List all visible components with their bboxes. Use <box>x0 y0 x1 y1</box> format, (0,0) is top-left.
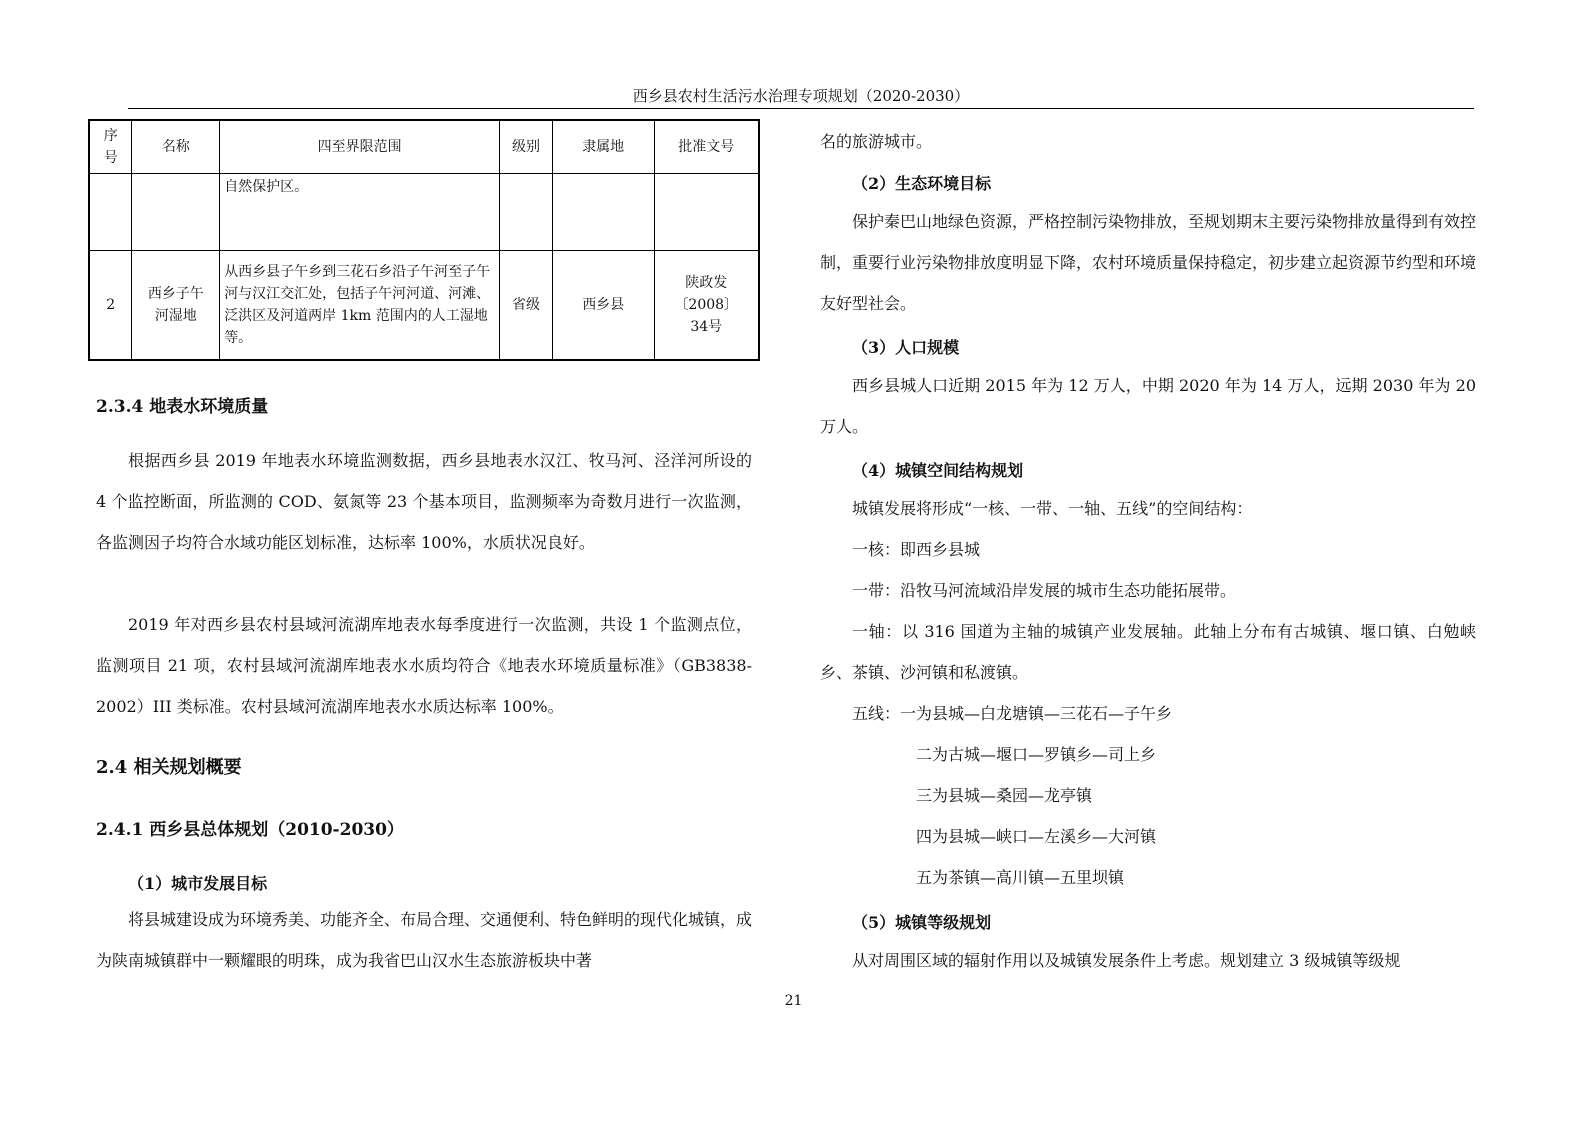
cell-range: 自然保护区。 <box>220 174 500 251</box>
cell-name: 西乡子午河湿地 <box>132 251 220 361</box>
cell-name <box>132 174 220 251</box>
header-divider <box>128 108 1474 109</box>
spatial-core: 一核：即西乡县城 <box>852 540 981 559</box>
cell-level: 省级 <box>500 251 553 361</box>
page-number: 21 <box>784 993 803 1009</box>
paragraph-town-grade: 从对周围区域的辐射作用以及城镇发展条件上考虑。规划建立 3 级城镇等级规 <box>852 951 1401 970</box>
paragraph-continuation: 名的旅游城市。 <box>820 132 933 151</box>
col-header-approval: 批准文号 <box>654 120 759 174</box>
subheading-city-goal: （1）城市发展目标 <box>128 874 268 893</box>
col-header-belong: 隶属地 <box>552 120 654 174</box>
paragraph-rural-water: 2019 年对西乡县农村县域河流湖库地表水每季度进行一次监测，共设 1 个监测点位，监测项目 21 项，农村县域河流湖库地表水水质均符合《地表水环境质量标准》（GB3838-2002）III 类标准。农村县域河流湖库地表水水质达标率 100%。 <box>96 615 752 716</box>
cell-no <box>89 174 132 251</box>
spatial-line-5: 五为茶镇—高川镇—五里坝镇 <box>916 868 1125 887</box>
spatial-line-1: 五线：一为县城—白龙塘镇—三花石—子午乡 <box>852 704 1173 723</box>
paragraph-city-goal: 将县城建设成为环境秀美、功能齐全、布局合理、交通便利、特色鲜明的现代化城镇，成为陕南城镇群中一颗耀眼的明珠，成为我省巴山汉水生态旅游板块中著 <box>96 910 753 970</box>
col-header-range: 四至界限范围 <box>220 120 500 174</box>
cell-no: 2 <box>89 251 132 361</box>
spatial-line-4: 四为县城—峡口—左溪乡—大河镇 <box>916 827 1157 846</box>
cell-approval <box>654 174 759 251</box>
col-header-level: 级别 <box>500 120 553 174</box>
col-header-no: 序号 <box>89 120 132 174</box>
cell-range: 从西乡县子午乡到三花石乡沿子午河至子午河与汉江交汇处，包括子午河河道、河滩、泛洪区及河道两岸 1km 范围内的人工湿地等。 <box>220 251 500 361</box>
paragraph-spatial-structure: 城镇发展将形成“一核、一带、一轴、五线”的空间结构： <box>852 499 1253 518</box>
spatial-belt: 一带：沿牧马河流域沿岸发展的城市生态功能拓展带。 <box>852 581 1237 600</box>
reserve-table <box>88 119 760 361</box>
paragraph-water-monitoring: 根据西乡县 2019 年地表水环境监测数据，西乡县地表水汉江、牧马河、泾洋河所设的 4 个监控断面，所监测的 COD、氨氮等 23 个基本项目，监测频率为奇数月进行一次监测，各监测因子均符合水域功能区划标准，达标率 100%，水质状况良好。 <box>96 451 752 552</box>
col-header-name: 名称 <box>132 120 220 174</box>
paragraph-eco-goal: 保护秦巴山地绿色资源，严格控制污染物排放，至规划期末主要污染物排放量得到有效控制，重要行业污染物排放度明显下降，农村环境质量保持稳定，初步建立起资源节约型和环境友好型社会。 <box>820 212 1477 313</box>
page-header-title: 西乡县农村生活污水治理专项规划（2020-2030） <box>632 87 970 105</box>
paragraph-population: 西乡县城人口近期 2015 年为 12 万人，中期 2020 年为 14 万人，远期 2030 年为 20 万人。 <box>820 376 1476 436</box>
spatial-line-2: 二为古城—堰口—罗镇乡—司上乡 <box>916 745 1157 764</box>
spatial-axis: 一轴：以 316 国道为主轴的城镇产业发展轴。此轴上分布有古城镇、堰口镇、白勉峡乡、茶镇、沙河镇和私渡镇。 <box>820 622 1476 682</box>
spatial-line-3: 三为县城—桑园—龙亭镇 <box>916 786 1093 805</box>
table-header-row <box>89 120 759 174</box>
table-row <box>89 174 759 251</box>
subheading-population: （3）人口规模 <box>852 338 960 357</box>
subheading-spatial-structure: （4）城镇空间结构规划 <box>852 461 1024 480</box>
subheading-town-grade: （5）城镇等级规划 <box>852 913 992 932</box>
cell-belong <box>552 174 654 251</box>
table-row <box>89 251 759 361</box>
section-heading-2-4-1: 2.4.1 西乡县总体规划（2010-2030） <box>96 820 404 840</box>
section-heading-2-3-4: 2.3.4 地表水环境质量 <box>96 397 269 417</box>
subheading-eco-goal: （2）生态环境目标 <box>852 174 992 193</box>
cell-belong: 西乡县 <box>552 251 654 361</box>
cell-approval: 陕政发〔2008〕34号 <box>654 251 759 361</box>
cell-level <box>500 174 553 251</box>
section-heading-2-4: 2.4 相关规划概要 <box>96 757 242 778</box>
